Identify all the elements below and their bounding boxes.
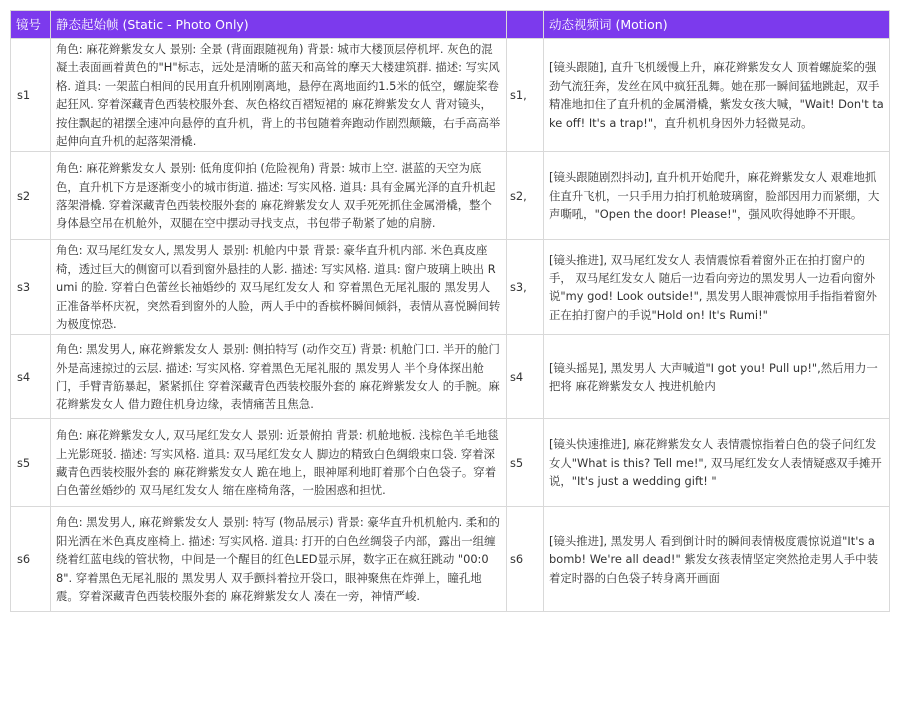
storyboard-table (10, 10, 890, 612)
static-prompt-cell: 角色: 双马尾红发女人, 黑发男人 景别: 机舱内中景 背景: 豪华直升机内部. 米色真皮座椅，透过巨大的侧窗可以看到窗外悬挂的人影. 描述: 写实风格. 道具: 窗户玻璃上映出 Rumi 的脸. 穿着白色蕾丝长袖婚纱的 双马尾红发女人 和 穿着黑色无尾礼服的 黑发男人 正准备举杯庆祝，突然看到窗外的人脸，两人手中的香槟杯瞬间倾斜，表情从喜悦瞬间转为极度惊恐. (51, 240, 507, 335)
shot-id-cell: s4 (11, 335, 51, 419)
table-row (11, 152, 890, 240)
shot-id-secondary-cell: s6 (507, 507, 544, 612)
table-row (11, 39, 890, 152)
shot-id-secondary-cell: s1, (507, 39, 544, 152)
table-row (11, 419, 890, 507)
header-row (11, 11, 890, 39)
shot-id-secondary-cell: s2, (507, 152, 544, 240)
shot-id-secondary-cell: s4 (507, 335, 544, 419)
motion-prompt-cell: [镜头跟随], 直升飞机缓慢上升，麻花辫紫发女人 顶着螺旋桨的强劲气流狂奔，发丝在风中疯狂乱舞。她在那一瞬间猛地跳起，双手精准地扣住了直升机的金属滑橇，紫发女孩大喊，"Wait! Don't take off! It's a trap!"，直升机机身因外力轻微晃动。 (544, 39, 890, 152)
motion-prompt-cell: [镜头跟随剧烈抖动], 直升机开始爬升，麻花辫紫发女人 艰难地抓住直升飞机，一只手用力拍打机舱玻璃窗，脸部因用力而紧绷，大声嘶吼，"Open the door! Please!"，强风吹得她睁不开眼。 (544, 152, 890, 240)
static-prompt-cell: 角色: 麻花辫紫发女人 景别: 全景 (背面跟随视角) 背景: 城市大楼顶层停机坪. 灰色的混凝土表面画着黄色的"H"标志，远处是清晰的蓝天和高耸的摩天大楼建筑群. 描述: 写实风格. 道具: 一架蓝白相间的民用直升机刚刚离地，悬停在离地面约1.5米的低空，螺旋桨卷起狂风. 穿着深藏青色西装校服外套、灰色格纹百褶短裙的 麻花辫紫发女人 背对镜头，按住飘起的裙摆全速冲向悬停的直升机，背上的书包随着奔跑动作剧烈颠簸，右手高高举起伸向直升机的起落架滑橇. (51, 39, 507, 152)
table-row (11, 240, 890, 335)
shot-id-cell: s6 (11, 507, 51, 612)
header-motion-prompt: 动态视频词 (Motion) (544, 11, 890, 39)
table-row (11, 507, 890, 612)
shot-id-secondary-cell: s3, (507, 240, 544, 335)
static-prompt-cell: 角色: 黑发男人, 麻花辫紫发女人 景别: 侧拍特写 (动作交互) 背景: 机舱门口. 半开的舱门外是高速掠过的云层. 描述: 写实风格. 穿着黑色无尾礼服的 黑发男人 半个身体探出舱门，手臂青筋暴起，紧紧抓住 穿着深藏青色西装校服外套的 麻花辫紫发女人 的手腕。麻花辫紫发女人 借力蹬住机身边缘，表情痛苦且焦急. (51, 335, 507, 419)
header-shot-number: 镜号 (11, 11, 51, 39)
header-static-frame: 静态起始帧 (Static - Photo Only) (51, 11, 507, 39)
motion-prompt-cell: [镜头推进], 双马尾红发女人 表情震惊看着窗外正在拍打窗户的手， 双马尾红发女人 随后一边看向旁边的黑发男人一边看向窗外说"my god! Look outside!", 黑发男人眼神震惊用手指指着窗外正在拍打窗户的手说"Hold on! It's Rumi!" (544, 240, 890, 335)
static-prompt-cell: 角色: 麻花辫紫发女人, 双马尾红发女人 景别: 近景俯拍 背景: 机舱地板. 浅棕色羊毛地毯上光影斑驳. 描述: 写实风格. 道具: 双马尾红发女人 脚边的精致白色绸缎束口袋. 穿着深藏青色西装校服外套的 麻花辫紫发女人 跪在地上，眼神犀利地盯着那个白色袋子。穿着白色蕾丝婚纱的 双马尾红发女人 缩在座椅角落，一脸困惑和担忧. (51, 419, 507, 507)
shot-id-secondary-cell: s5 (507, 419, 544, 507)
table-container (10, 10, 889, 612)
static-prompt-cell: 角色: 麻花辫紫发女人 景别: 低角度仰拍 (危险视角) 背景: 城市上空. 湛蓝的天空为底色，直升机下方是逐渐变小的城市街道. 描述: 写实风格. 道具: 具有金属光泽的直升机起落架滑橇. 穿着深藏青色西装校服外套的 麻花辫紫发女人 双手死死抓住金属滑橇，整个身体悬空吊在机舱外，双腿在空中摆动寻找支点，书包带子勒紧了她的肩膀. (51, 152, 507, 240)
header-blank (507, 11, 544, 39)
shot-id-cell: s1 (11, 39, 51, 152)
shot-id-cell: s5 (11, 419, 51, 507)
table-row (11, 335, 890, 419)
motion-prompt-cell: [镜头摇晃], 黑发男人 大声喊道"I got you! Pull up!",然后用力一把将 麻花辫紫发女人 拽进机舱内 (544, 335, 890, 419)
motion-prompt-cell: [镜头推进], 黑发男人 看到倒计时的瞬间表情极度震惊说道"It's a bomb! We're all dead!" 紫发女孩表情坚定突然抢走男人手中装着定时器的白色袋子转身离开画面 (544, 507, 890, 612)
motion-prompt-cell: [镜头快速推进], 麻花辫紫发女人 表情震惊指着白色的袋子问红发女人"What is this? Tell me!", 双马尾红发女人表情疑惑双手摊开说，"It's just a wedding gift! " (544, 419, 890, 507)
static-prompt-cell: 角色: 黑发男人, 麻花辫紫发女人 景别: 特写 (物品展示) 背景: 豪华直升机机舱内. 柔和的阳光洒在米色真皮座椅上. 描述: 写实风格. 道具: 打开的白色丝绸袋子内部，露出一组缠绕着红蓝电线的管状物，中间是一个醒目的红色LED显示屏，数字正在疯狂跳动 "00:08". 穿着黑色无尾礼服的 黑发男人 双手颤抖着拉开袋口，眼神聚焦在炸弹上，瞳孔地震。穿着深藏青色西装校服外套的 麻花辫紫发女人 凑在一旁，神情严峻. (51, 507, 507, 612)
shot-id-cell: s3 (11, 240, 51, 335)
shot-id-cell: s2 (11, 152, 51, 240)
